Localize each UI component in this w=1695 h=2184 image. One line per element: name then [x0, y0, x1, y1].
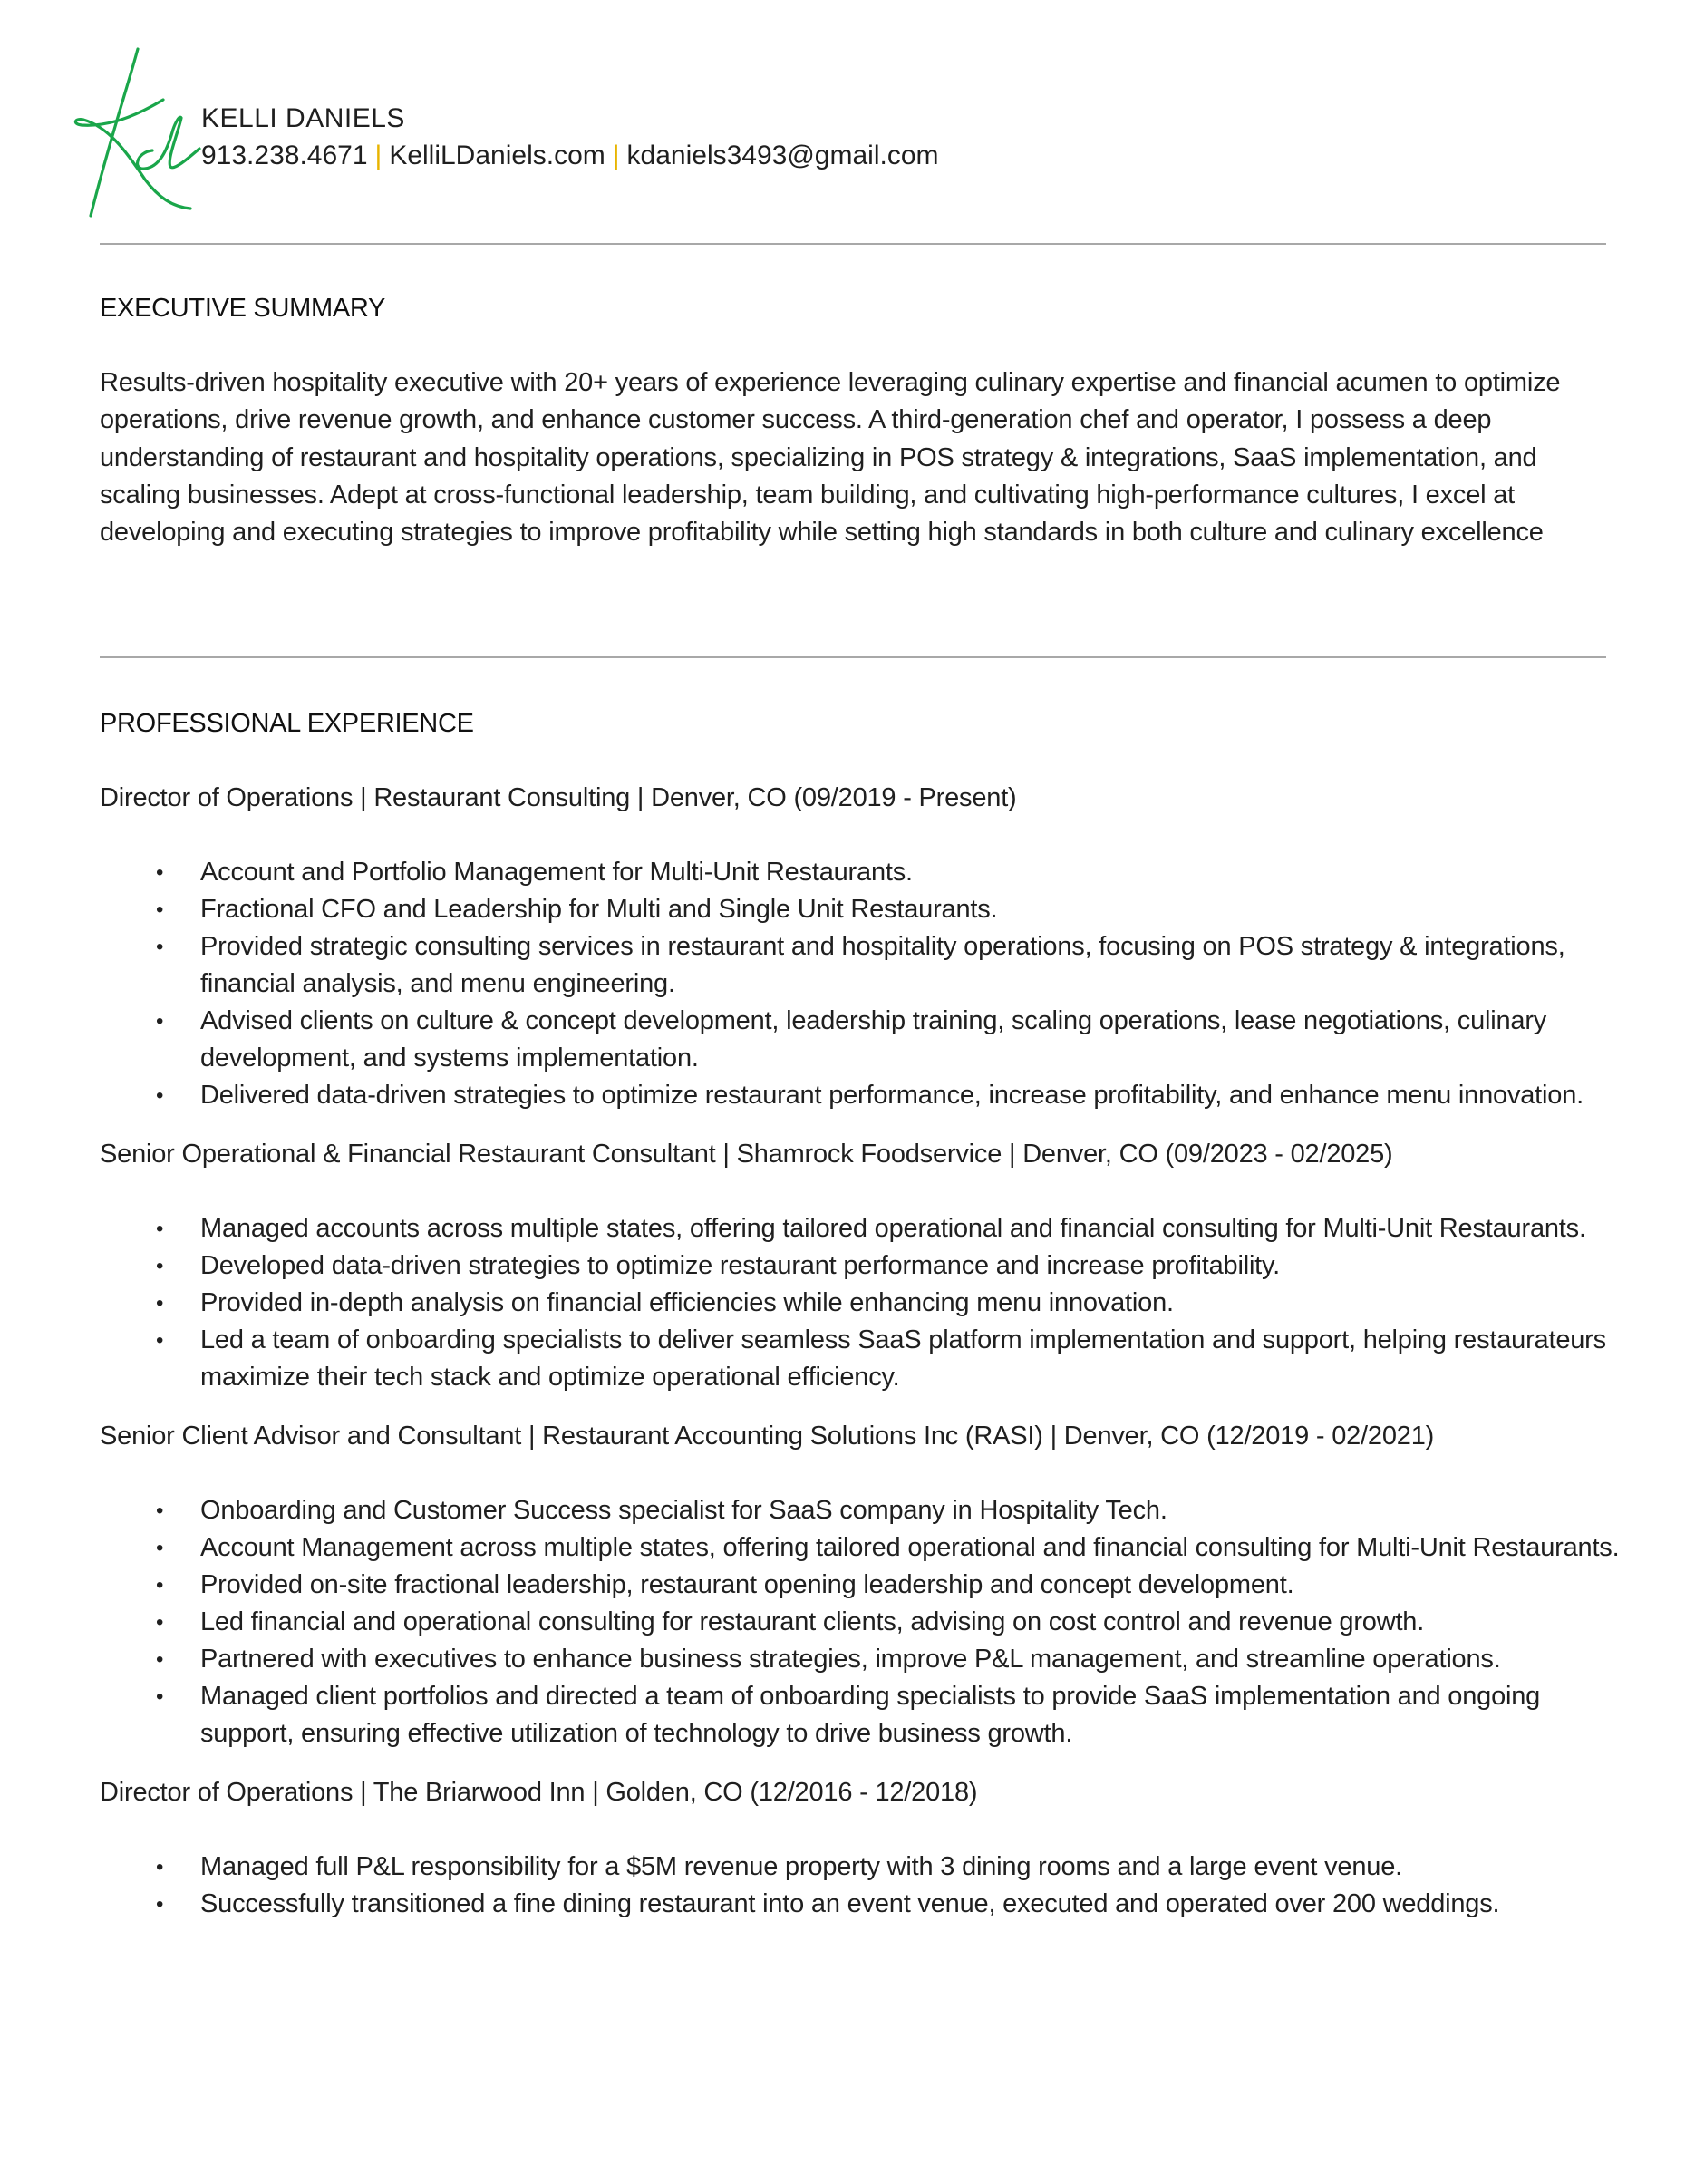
professional-experience-heading: PROFESSIONAL EXPERIENCE: [100, 709, 474, 738]
bullet-text: Provided in-depth analysis on financial efficiencies while enhancing menu innovation.: [200, 1288, 1174, 1317]
bullet-icon: •: [156, 1610, 164, 1635]
job-bullet: [100, 1604, 1622, 1641]
kd-signature-logo: [73, 44, 208, 225]
job-bullet: [100, 891, 1622, 928]
bullet-icon: •: [156, 898, 164, 922]
bullet-text: Managed client portfolios and directed a team of onboarding specialists to provide SaaS implementation and ongoing support, ensuring effective utilization of technology to drive business growth.: [200, 1682, 1541, 1748]
job-bullet: [100, 1529, 1622, 1567]
bullet-icon: •: [156, 1083, 164, 1108]
phone-number: 913.238.4671: [201, 141, 368, 170]
job-entry: [100, 780, 1622, 1114]
bullet-text: Account Management across multiple states, offering tailored operational and financial consulting for Multi-Unit Restaurants.: [200, 1533, 1620, 1562]
job-bullet: [100, 1641, 1622, 1678]
job-bullet: [100, 1678, 1622, 1752]
bullet-icon: •: [156, 1536, 164, 1560]
bullet-text: Fractional CFO and Leadership for Multi and Single Unit Restaurants.: [200, 895, 998, 924]
job-entry: [100, 1774, 1622, 1923]
job-bullet-list: [100, 1210, 1622, 1396]
job-bullet: [100, 928, 1622, 1003]
job-bullet: [100, 854, 1622, 891]
job-title: Senior Client Advisor and Consultant | Restaurant Accounting Solutions Inc (RASI) | Denver, CO (12/2019 - 02/2021): [100, 1422, 1435, 1451]
job-bullet: [100, 1285, 1622, 1322]
job-entry: [100, 1418, 1622, 1752]
job-bullet-list: [100, 1492, 1622, 1752]
bullet-text: Developed data-driven strategies to optimize restaurant performance and increase profitability.: [200, 1251, 1281, 1280]
experience-list: [100, 780, 1622, 1945]
job-bullet: [100, 1322, 1622, 1396]
job-bullet: [100, 1567, 1622, 1604]
job-entry: [100, 1136, 1622, 1396]
bullet-text: Delivered data-driven strategies to optimize restaurant performance, increase profitability, and enhance menu innovation.: [200, 1081, 1584, 1110]
bullet-icon: •: [156, 1291, 164, 1315]
job-bullet: [100, 1886, 1622, 1923]
job-bullet-list: [100, 1849, 1622, 1923]
job-bullet: [100, 1003, 1622, 1077]
job-bullet: [100, 1247, 1622, 1285]
bullet-icon: •: [156, 1892, 164, 1917]
bullet-icon: •: [156, 1573, 164, 1597]
divider: [100, 656, 1606, 658]
bullet-text: Partnered with executives to enhance business strategies, improve P&L management, and streamline operations.: [200, 1645, 1501, 1674]
job-bullet: [100, 1492, 1622, 1529]
bullet-text: Provided strategic consulting services in restaurant and hospitality operations, focusing on POS strategy & integrations, financial analysis, and menu engineering.: [200, 932, 1565, 998]
bullet-icon: •: [156, 1009, 164, 1034]
job-title: Senior Operational & Financial Restaurant Consultant | Shamrock Foodservice | Denver, CO (09/2023 - 02/2025): [100, 1140, 1393, 1169]
separator: |: [612, 141, 620, 170]
bullet-text: Advised clients on culture & concept development, leadership training, scaling operations, lease negotiations, culinary development, and systems implementation.: [200, 1006, 1547, 1073]
bullet-text: Account and Portfolio Management for Multi-Unit Restaurants.: [200, 858, 913, 887]
bullet-text: Provided on-site fractional leadership, restaurant opening leadership and concept development.: [200, 1570, 1294, 1599]
separator: |: [374, 141, 383, 170]
bullet-icon: •: [156, 1217, 164, 1241]
executive-summary-heading: EXECUTIVE SUMMARY: [100, 294, 386, 323]
job-title: Director of Operations | Restaurant Consulting | Denver, CO (09/2019 - Present): [100, 783, 1017, 812]
bullet-text: Led a team of onboarding specialists to deliver seamless SaaS platform implementation and support, helping restaurateurs maximize their tech stack and optimize operational efficiency.: [200, 1325, 1606, 1392]
bullet-text: Led financial and operational consulting for restaurant clients, advising on cost control and revenue growth.: [200, 1607, 1425, 1636]
candidate-name: KELLI DANIELS: [201, 103, 405, 133]
job-bullet: [100, 1077, 1622, 1114]
bullet-icon: •: [156, 1499, 164, 1523]
job-title: Director of Operations | The Briarwood Inn | Golden, CO (12/2016 - 12/2018): [100, 1778, 978, 1807]
bullet-text: Successfully transitioned a fine dining restaurant into an event venue, executed and operated over 200 weddings.: [200, 1889, 1500, 1918]
bullet-icon: •: [156, 1684, 164, 1709]
job-bullet-list: [100, 854, 1622, 1114]
contact-line: [201, 137, 939, 174]
contact-block: [201, 100, 939, 174]
bullet-icon: •: [156, 935, 164, 959]
bullet-icon: •: [156, 1647, 164, 1672]
job-bullet: [100, 1210, 1622, 1247]
bullet-text: Managed full P&L responsibility for a $5M revenue property with 3 dining rooms and a large event venue.: [200, 1852, 1402, 1881]
bullet-text: Managed accounts across multiple states, offering tailored operational and financial consulting for Multi-Unit Restaurants.: [200, 1214, 1586, 1243]
divider: [100, 243, 1606, 245]
bullet-icon: •: [156, 860, 164, 885]
job-bullet: [100, 1849, 1622, 1886]
website-link[interactable]: KelliLDaniels.com: [389, 141, 605, 170]
bullet-text: Onboarding and Customer Success specialist for SaaS company in Hospitality Tech.: [200, 1496, 1167, 1525]
email-link[interactable]: kdaniels3493@gmail.com: [626, 141, 939, 170]
executive-summary-text: Results-driven hospitality executive with 20+ years of experience leveraging culinary expertise and financial acumen to optimize operations, drive revenue growth, and enhance customer success. A third-generation chef and operator, I possess a deep understanding of restaurant and hospitality operations, specializing in POS strategy & integrations, SaaS implementation, and scaling businesses. Adept at cross-functional leadership, team building, and cultivating high-performance cultures, I excel at developing and executing strategies to improve profitability while setting high standards in both culture and culinary excellence: [100, 368, 1561, 548]
bullet-icon: •: [156, 1855, 164, 1879]
bullet-icon: •: [156, 1254, 164, 1278]
bullet-icon: •: [156, 1328, 164, 1353]
